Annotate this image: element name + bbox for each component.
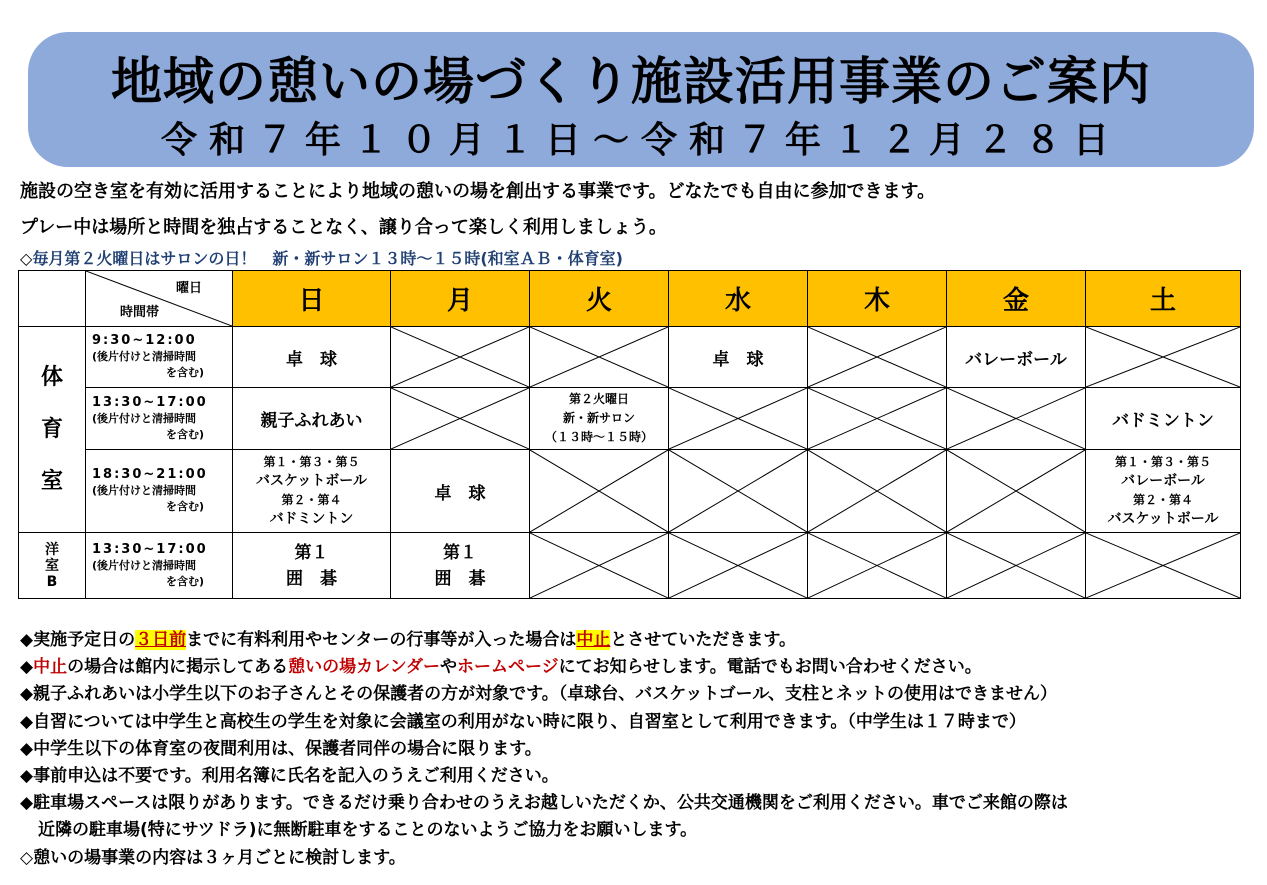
activity-line: 第１・第３・第５ [263, 455, 360, 469]
activity-cell: 卓 球 [669, 327, 808, 388]
activity-cell [1086, 450, 1241, 533]
note-item [20, 654, 1068, 681]
salon-bullet: ◇ [20, 249, 33, 268]
time-slot: 13:30~17:00 [92, 541, 208, 557]
page-title: 地域の憩いの場づくり施設活用事業のご案内 [110, 53, 1151, 112]
cross-mark [1086, 327, 1240, 387]
note-text: ◆実施予定日の [20, 630, 136, 650]
activity-line: 第２火曜日 [568, 392, 629, 406]
empty-slot-cell [669, 388, 808, 450]
salon-text: 毎月第２火曜日はサロンの日！ 新・新サロン１３時～１５時(和室ＡＢ・体育室) [32, 249, 623, 268]
note-item: ◆事前申込は不要です。利用名簿に氏名を記入のうえご利用ください。 [20, 766, 559, 787]
cross-mark [947, 388, 1085, 449]
cross-mark [1086, 533, 1240, 598]
cross-mark [669, 450, 807, 532]
activity-cell [233, 533, 391, 599]
corner-time-label: 時間帯 [120, 305, 160, 320]
day-header-sat: 土 [1086, 271, 1241, 327]
activity-line: 囲 碁 [434, 568, 486, 589]
empty-slot-cell [808, 327, 947, 388]
day-header-tue: 火 [530, 271, 669, 327]
note-item [20, 627, 1068, 654]
empty-slot-cell [669, 533, 808, 599]
note-red: 憩いの場カレンダー [288, 657, 440, 678]
note-red: ホームページ [456, 657, 559, 678]
day-header-thu: 木 [808, 271, 947, 327]
cross-mark [947, 450, 1085, 532]
cross-mark [530, 533, 668, 598]
cross-mark [808, 327, 946, 387]
intro-line-1: 施設の空き室を有効に活用することにより地域の憩いの場を創出する事業です。どなたでも自由に参加できます。 [20, 181, 936, 202]
activity-line: 第１ [443, 542, 477, 563]
empty-slot-cell [1086, 327, 1241, 388]
corner-cell [86, 271, 233, 327]
empty-slot-cell [391, 388, 530, 450]
time-slot-cell [86, 450, 233, 533]
time-note-2: を含む) [166, 427, 205, 441]
table-row [19, 533, 1241, 599]
empty-slot-cell [947, 533, 1086, 599]
facility-gym-char: 体 [40, 364, 63, 390]
table-row [19, 327, 1241, 388]
note-item: ◇憩いの場事業の内容は３ヶ月ごとに検討します。 [20, 847, 406, 868]
activity-cell: バドミントン [1086, 388, 1241, 450]
cross-mark [947, 533, 1085, 598]
empty-slot-cell [808, 388, 947, 450]
facility-room-char: 洋 [45, 541, 59, 558]
empty-slot-cell [669, 450, 808, 533]
note-text: や [439, 657, 457, 678]
time-note-2: を含む) [166, 574, 205, 588]
note-text: の場合は館内に掲示してある [67, 657, 289, 678]
activity-line: バレーボール [1121, 473, 1205, 489]
time-note: (後片付けと清掃時間 [92, 350, 197, 363]
note-highlight: 中止 [576, 630, 611, 650]
notes-list [20, 627, 1068, 872]
note-item: ◆中学生以下の体育室の夜間利用は、保護者同伴の場合に限ります。 [20, 738, 542, 759]
facility-room-char: B [46, 573, 58, 590]
note-highlight: ３日前 [135, 630, 187, 650]
note-text: とさせていただきます。 [610, 630, 797, 650]
activity-cell [530, 388, 669, 450]
activity-cell [391, 533, 530, 599]
activity-line: バスケットボール [1107, 511, 1219, 527]
time-slot-cell [86, 327, 233, 388]
time-note-2: を含む) [166, 366, 205, 379]
cross-mark [669, 388, 807, 449]
time-slot-cell [86, 533, 233, 599]
empty-slot-cell [530, 327, 669, 388]
cross-mark [808, 388, 946, 449]
note-red: 中止 [33, 657, 68, 678]
table-row [19, 388, 1241, 450]
activity-line: （１３時～１５時） [544, 430, 653, 444]
activity-line: バドミントン [269, 511, 354, 527]
empty-slot-cell [947, 450, 1086, 533]
table-row [19, 450, 1241, 533]
cross-mark [530, 327, 668, 387]
facility-gym-char: 室 [40, 468, 63, 494]
note-item: ◆自習については中学生と高校生の学生を対象に会議室の利用がない時に限り、自習室として利用できます。（中学生は１７時まで） [20, 711, 1026, 732]
facility-room-char: 室 [45, 557, 59, 574]
day-header-fri: 金 [947, 271, 1086, 327]
period-subtitle: 令和７年１０月１日～令和７年１２月２８日 [160, 120, 1121, 161]
activity-cell: 親子ふれあい [233, 388, 391, 450]
day-header-sun: 日 [233, 271, 391, 327]
salon-notice [20, 246, 623, 269]
schedule-table [18, 270, 1241, 599]
activity-line: 新・新サロン [562, 411, 635, 425]
time-slot-cell [86, 388, 233, 450]
corner-day-label: 曜日 [175, 281, 202, 296]
time-note: (後片付けと清掃時間 [92, 484, 197, 497]
activity-cell: 卓 球 [391, 450, 530, 533]
cross-mark [808, 533, 946, 598]
activity-cell: 卓 球 [233, 327, 391, 388]
cross-mark [391, 327, 529, 387]
note-text: までに有料利用やセンターの行事等が入った場合は [186, 630, 577, 650]
time-note: (後片付けと清掃時間 [92, 558, 197, 572]
cross-mark [669, 533, 807, 598]
activity-cell: バレーボール [947, 327, 1086, 388]
empty-slot-cell [947, 388, 1086, 450]
empty-slot-cell [808, 533, 947, 599]
activity-line: バスケットボール [255, 473, 368, 489]
activity-cell [233, 450, 391, 533]
intro-line-2: プレー中は場所と時間を独占することなく、譲り合って楽しく利用しましょう。 [20, 217, 667, 238]
facility-room-b [19, 533, 86, 599]
activity-line: 囲 碁 [286, 568, 337, 589]
cross-mark [530, 450, 668, 532]
empty-slot-cell [530, 533, 669, 599]
time-note-2: を含む) [166, 500, 205, 513]
note-item: ◆駐車場スペースは限りがあります。できるだけ乗り合わせのうえお越しいただくか、公共交通機関をご利用ください。車でご来館の際は [20, 793, 1068, 814]
empty-slot-cell [808, 450, 947, 533]
activity-line: 第１ [294, 542, 329, 563]
day-header-wed: 水 [669, 271, 808, 327]
activity-line: 第１・第３・第５ [1114, 455, 1211, 469]
activity-line: 第２・第４ [281, 493, 342, 507]
empty-slot-cell [1086, 533, 1241, 599]
cross-mark [391, 388, 529, 449]
note-text: ◆ [20, 657, 34, 678]
empty-slot-cell [530, 450, 669, 533]
facility-gym-char: 育 [40, 416, 63, 442]
cross-mark [808, 450, 946, 532]
facility-gym [19, 327, 86, 533]
empty-slot-cell [391, 327, 530, 388]
day-header-mon: 月 [391, 271, 530, 327]
header-empty-cell [19, 271, 86, 327]
note-item-continued: 近隣の駐車場(特にサツドラ)に無断駐車をすることのないようご協力をお願いします。 [38, 820, 698, 841]
header-row [19, 271, 1241, 327]
note-item: ◆親子ふれあいは小学生以下のお子さんとその保護者の方が対象です。（卓球台、バスケットゴール、支柱とネットの使用はできません） [20, 684, 1057, 705]
time-slot: 9:30~12:00 [92, 333, 197, 348]
time-note: (後片付けと清掃時間 [92, 411, 197, 425]
time-slot: 18:30~21:00 [92, 467, 208, 482]
time-slot: 13:30~17:00 [92, 394, 208, 410]
note-text: にてお知らせします。電話でもお問い合わせください。 [558, 657, 982, 678]
activity-line: 第２・第４ [1132, 493, 1193, 507]
